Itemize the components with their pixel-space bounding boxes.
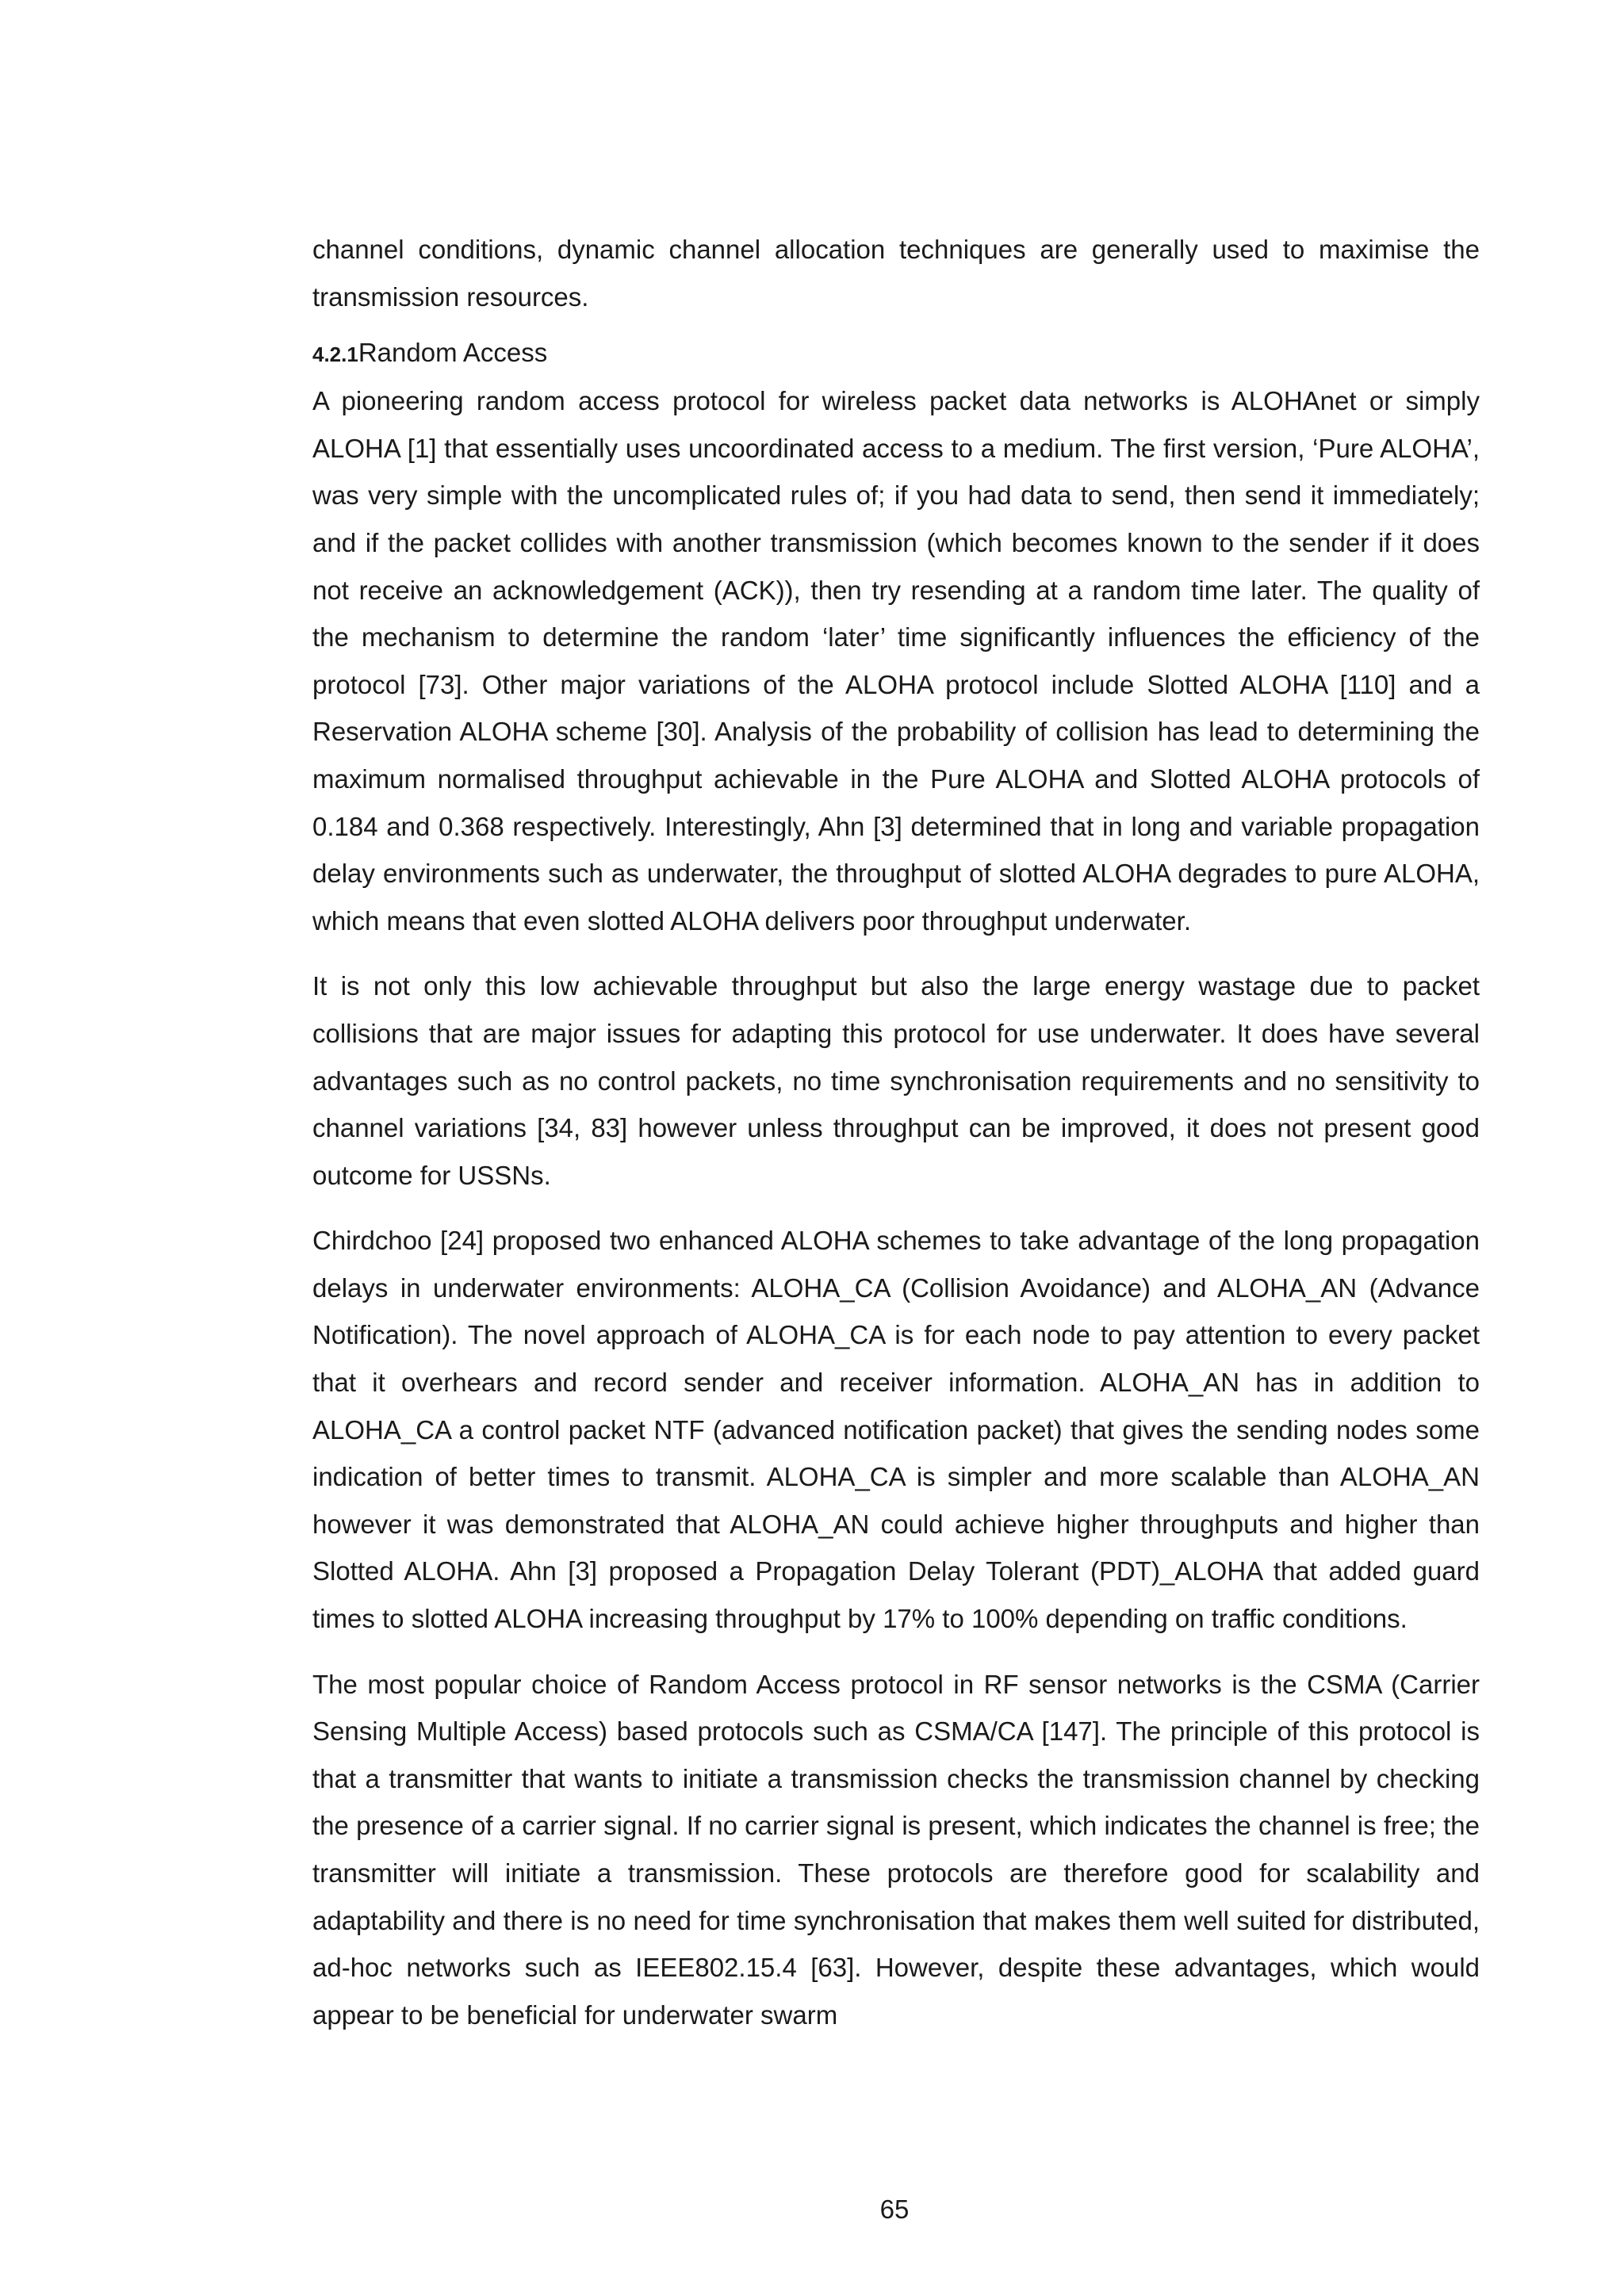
paragraph-aloha-limitations: It is not only this low achievable throughput but also the large energy wastage due to packet collisions that are major issues for adapting this protocol for use underwater. It does have several advantages such as no control packets, no time synchronisation requirements and no sensitivity to channel variations [34, 83] however unless throughput can be improved, it does not present good outcome for USSNs. <box>312 971 1480 1190</box>
section-heading <box>312 331 1480 377</box>
paragraph-aloha-overview: A pioneering random access protocol for wireless packet data networks is ALOHAnet or simply ALOHA [1] that essentially uses uncoordinated access to a medium. The first version, ‘Pure ALOHA’, was very simple with the uncomplicated rules of; if you had data to send, then send it immediately; and if the packet collides with another transmission (which becomes known to the sender if it does not receive an acknowledgement (ACK)), then try resending at a random time later. The quality of the mechanism to determine the random ‘later’ time significantly influences the efficiency of the protocol [73]. Other major variations of the ALOHA protocol include Slotted ALOHA [110] and a Reservation ALOHA scheme [30]. Analysis of the probability of collision has lead to determining the maximum normalised throughput achievable in the Pure ALOHA and Slotted ALOHA protocols of 0.184 and 0.368 respectively. Interestingly, Ahn [3] determined that in long and variable propagation delay environments such as underwater, the throughput of slotted ALOHA degrades to pure ALOHA, which means that even slotted ALOHA delivers poor throughput underwater. <box>312 386 1480 936</box>
section-title: Random Access <box>358 338 548 368</box>
page-number: 65 <box>879 2195 910 2224</box>
paragraph-enhanced-aloha: Chirdchoo [24] proposed two enhanced ALOHA schemes to take advantage of the long propagation delays in underwater environments: ALOHA_CA (Collision Avoidance) and ALOHA_AN (Advance Notification). The novel approach of ALOHA_CA is for each node to pay attention to every packet that it overhears and record sender and receiver information. ALOHA_AN has in addition to ALOHA_CA a control packet NTF (advanced notification packet) that gives the sending nodes some indication of better times to transmit. ALOHA_CA is simpler and more scalable than ALOHA_AN however it was demonstrated that ALOHA_AN could achieve higher throughputs and higher than Slotted ALOHA. Ahn [3] proposed a Propagation Delay Tolerant (PDT)_ALOHA that added guard times to slotted ALOHA increasing throughput by 17% to 100% depending on traffic conditions. <box>312 1226 1480 1634</box>
intro-paragraph: channel conditions, dynamic channel allocation techniques are generally used to maximise the transmission resources. <box>312 235 1480 312</box>
paragraph-csma: The most popular choice of Random Access protocol in RF sensor networks is the CSMA (Carrier Sensing Multiple Access) based protocols such as CSMA/CA [147]. The principle of this protocol is that a transmitter that wants to initiate a transmission checks the transmission channel by checking the presence of a carrier signal. If no carrier signal is present, which indicates the channel is free; the transmitter will initiate a transmission. These protocols are therefore good for scalability and adaptability and there is no need for time synchronisation that makes them well suited for distributed, ad-hoc networks such as IEEE802.15.4 [63]. However, despite these advantages, which would appear to be beneficial for underwater swarm <box>312 1669 1480 2030</box>
page-body <box>312 226 1480 2038</box>
section-number: 4.2.1 <box>312 342 358 367</box>
